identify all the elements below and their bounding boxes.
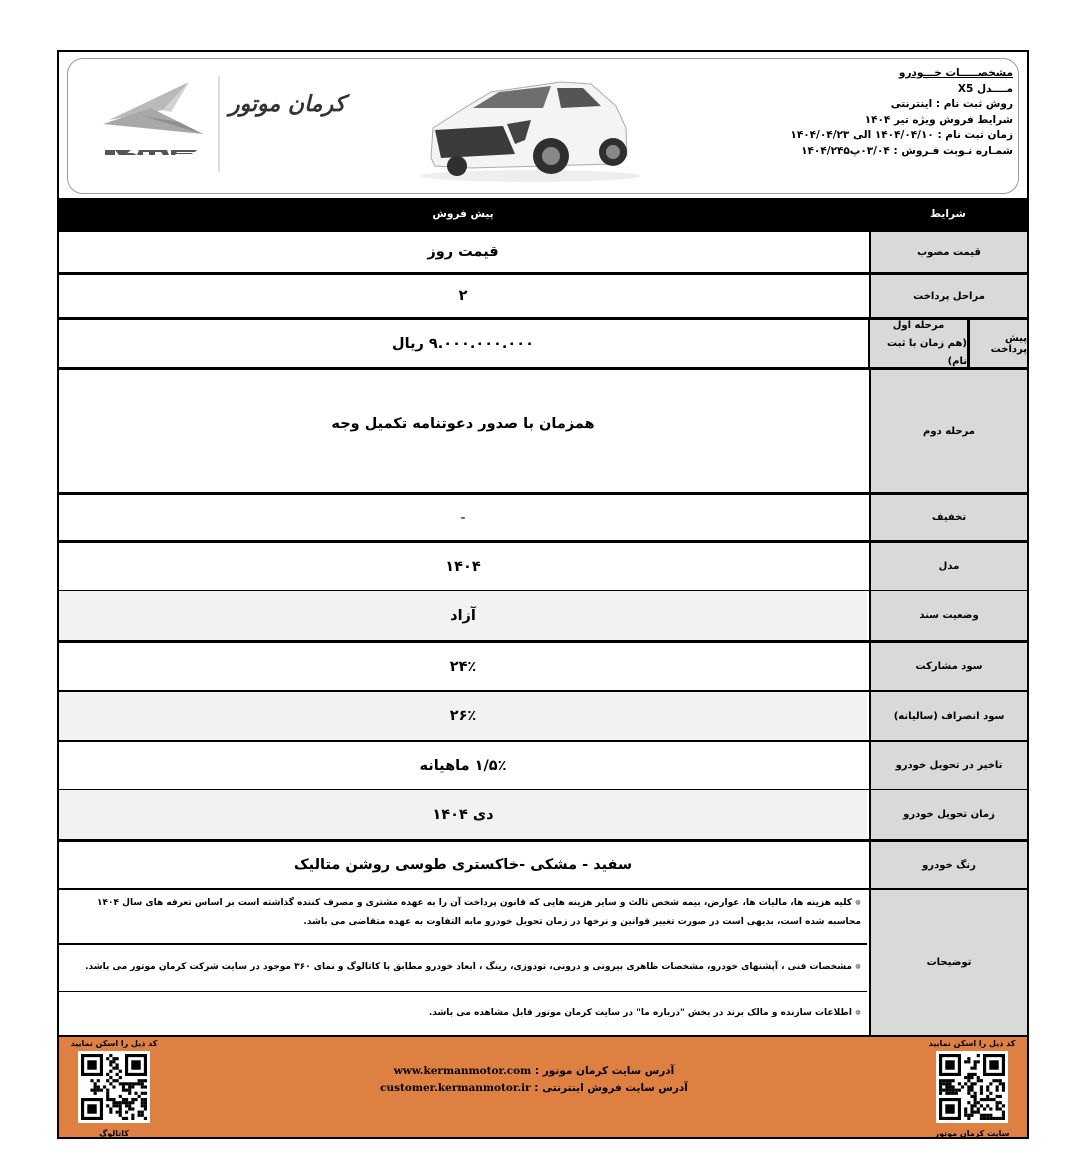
note-text: اطلاعات سازنده و مالک برند در بخش "درباره ما" در سایت کرمان موتور قابل مشاهده می باشد. <box>428 1008 852 1018</box>
qr-website-caption: کد ذیل را اسکن نمایید <box>928 1039 1016 1048</box>
second-stage-value: همزمان با صدور دعوتنامه تکمیل وجه <box>331 416 595 432</box>
document-status-value: آزاد <box>59 591 867 640</box>
payment-stages-value: ۲ <box>458 288 468 304</box>
bullet-icon: ❁ <box>855 1009 861 1017</box>
note-text: کلیه هزینه ها، مالیات ها، عوارض، بیمه شخص ثالث و سایر هزینه هایی که قانون پرداخت آن را به عهده مشتری و مصرف کننده گذاشته است بر اساس تعرفه های سال ۱۴۰۴ محاسبه شده است، بدیهی است در صورت تغییر قوانین و نرخها در زمان تحویل خودرو مابه التفاوت به عهده متقاضی می باشد. <box>97 898 861 927</box>
note-item <box>59 991 867 1037</box>
row-car-color <box>59 839 1027 888</box>
car-color-label: رنگ خودرو <box>869 842 1027 888</box>
spec-registration-method: روش ثبت نام : اینترنتی <box>890 98 1013 110</box>
footer <box>59 1035 1027 1137</box>
car-color-value: سفید - مشکی -خاکستری طوسی روشن متالیک <box>293 857 633 873</box>
spec-sale-conditions: شرایط فروش ویژه تیر ۱۴۰۴ <box>864 113 1013 126</box>
approved-price-label: قیمت مصوب <box>869 232 1027 272</box>
row-delivery-time <box>59 789 1027 839</box>
qr-code-icon[interactable] <box>78 1051 150 1123</box>
presale-heading: پیش فروش <box>432 208 494 220</box>
discount-label: تخفیف <box>869 495 1027 540</box>
row-participation-profit <box>59 640 1027 690</box>
row-model <box>59 540 1027 590</box>
site-url-link[interactable]: www.kermanmotor.com <box>393 1065 532 1077</box>
row-second-stage <box>59 367 1027 492</box>
spec-model: مــــدل X5 <box>957 82 1013 95</box>
prepayment-first-stage-label <box>868 320 968 367</box>
row-notes <box>59 888 1027 1035</box>
bullet-icon: ❁ <box>855 963 861 971</box>
model-value: ۱۴۰۴ <box>445 558 481 575</box>
qr-catalog-label: کاتالوگ <box>99 1129 129 1138</box>
first-stage-note: (هم زمان با ثبت نام) <box>887 337 967 367</box>
site-address-line <box>309 1063 759 1080</box>
row-prepayment <box>59 317 1027 367</box>
first-stage-title: مرحله اول <box>892 319 945 331</box>
site-address-label: آدرس سایت کرمان موتور : <box>531 1065 675 1077</box>
delivery-time-value: دی ۱۴۰۴ <box>59 790 867 839</box>
document-status-label: وضعیت سند <box>869 591 1027 640</box>
document-header <box>59 52 1027 198</box>
spec-title: مشخصـــــات خـــودرو <box>898 67 1013 79</box>
model-label: مدل <box>869 543 1027 590</box>
table-header-band <box>59 198 1027 230</box>
prepayment-value: ۹.۰۰۰.۰۰۰.۰۰۰ ریال <box>392 335 534 352</box>
qr-website <box>917 1037 1027 1137</box>
kmc-wordmark <box>105 150 199 155</box>
delivery-delay-value: ۱/۵٪ ماهیانه <box>419 757 507 774</box>
car-image <box>411 68 651 188</box>
row-cancellation-profit <box>59 690 1027 740</box>
participation-profit-value: ۲۴٪ <box>449 658 477 675</box>
second-stage-label: مرحله دوم <box>869 370 1027 492</box>
sales-address-label: آدرس سایت فروش اینترنتی : <box>530 1082 688 1094</box>
note-item <box>59 890 867 943</box>
qr-catalog-caption: کد ذیل را اسکن نمایید <box>70 1039 158 1048</box>
approved-price-value: قیمت روز <box>427 244 499 260</box>
participation-profit-label: سود مشارکت <box>869 643 1027 690</box>
bullet-icon: ❁ <box>855 899 861 907</box>
brand-name-fa: کرمان موتور <box>229 92 346 117</box>
vehicle-spec-block <box>790 66 1013 159</box>
conditions-heading: شرایط <box>930 208 966 220</box>
qr-code-icon[interactable] <box>936 1051 1008 1123</box>
delivery-time-label: زمان تحویل خودرو <box>869 790 1027 839</box>
discount-value: - <box>460 509 466 526</box>
cancellation-profit-value: ۲۶٪ <box>59 692 867 740</box>
delivery-delay-label: تاخیر در تحویل خودرو <box>869 742 1027 789</box>
notes-label: توضیحات <box>869 890 1027 1035</box>
row-discount <box>59 492 1027 540</box>
sales-conditions-document <box>57 50 1029 1139</box>
prepayment-label: پیش پرداخت <box>968 320 1027 367</box>
row-document-status <box>59 590 1027 640</box>
note-text: مشخصات فنی ، آپشنهای خودرو، مشخصات ظاهری بیرونی و درونی، تودوزی، رینگ ، ابعاد خودرو مطابق با کاتالوگ و نمای ۳۶۰ موجود در سایت شرکت کرمان موتور می باشد. <box>85 962 852 972</box>
qr-website-label: سایت کرمان موتور <box>934 1129 1010 1138</box>
row-payment-stages <box>59 272 1027 317</box>
sales-url-link[interactable]: customer.kermanmotor.ir <box>380 1082 531 1094</box>
qr-catalog <box>59 1037 169 1137</box>
note-item <box>59 943 867 991</box>
kmc-wing-icon <box>103 82 203 134</box>
sales-address-line <box>309 1080 759 1097</box>
payment-stages-label: مراحل پرداخت <box>869 275 1027 317</box>
cancellation-profit-label: سود انصراف (سالیانه) <box>869 692 1027 740</box>
footer-links <box>309 1063 759 1097</box>
spec-sale-round: شمـاره نـوبت فـروش : ۰۳/۰۴پ۱۴۰۴/۲۴۵ <box>801 144 1013 157</box>
spec-registration-time: زمان ثبت نام : ۱۴۰۴/۰۴/۱۰ الی ۱۴۰۴/۰۴/۲۳ <box>790 129 1013 141</box>
row-approved-price <box>59 230 1027 272</box>
row-delivery-delay <box>59 740 1027 789</box>
kmc-logo <box>79 62 379 182</box>
